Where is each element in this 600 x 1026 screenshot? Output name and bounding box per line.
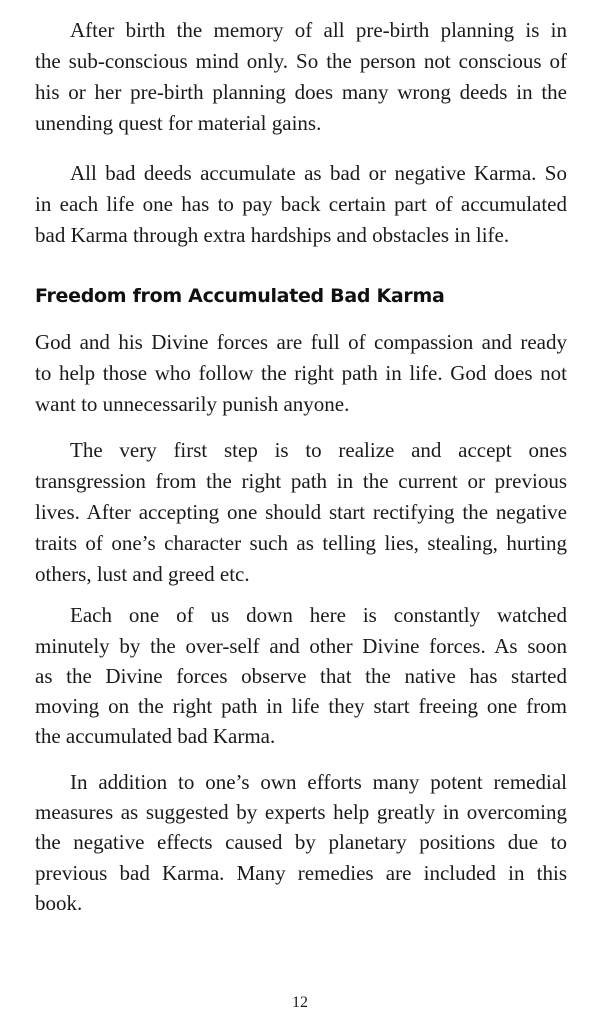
text-line: his or her pre-birth planning does many wrong deeds in the bbox=[35, 80, 567, 104]
text-line: in each life one has to pay back certain part of accumulated bbox=[35, 192, 567, 216]
text-line: minutely by the over-self and other Divine forces. As soon bbox=[35, 634, 567, 658]
text-line: traits of one’s character such as telling lies, stealing, hurting bbox=[35, 531, 567, 555]
page-number: 12 bbox=[292, 994, 308, 1011]
text-line: The very first step is to realize and accept ones bbox=[70, 438, 567, 462]
text-line: book. bbox=[35, 891, 83, 915]
text-line: unending quest for material gains. bbox=[35, 111, 322, 135]
text-line: others, lust and greed etc. bbox=[35, 562, 250, 586]
text-line: to help those who follow the right path in life. God does not bbox=[35, 361, 567, 385]
text-line: After birth the memory of all pre-birth planning is in bbox=[70, 18, 567, 42]
text-line: lives. After accepting one should start rectifying the negative bbox=[35, 500, 567, 524]
text-line: want to unnecessarily punish anyone. bbox=[35, 392, 350, 416]
text-line: measures as suggested by experts help greatly in overcoming bbox=[35, 800, 567, 824]
text-line: bad Karma through extra hardships and obstacles in life. bbox=[35, 223, 510, 247]
text-line: the sub-conscious mind only. So the person not conscious of bbox=[35, 49, 567, 73]
text-line: In addition to one’s own efforts many potent remedial bbox=[70, 770, 567, 794]
text-line: as the Divine forces observe that the native has started bbox=[35, 664, 567, 688]
section-heading: Freedom from Accumulated Bad Karma bbox=[35, 285, 445, 307]
text-line: Each one of us down here is constantly watched bbox=[70, 603, 567, 627]
text-line: God and his Divine forces are full of compassion and ready bbox=[35, 330, 567, 354]
text-line: transgression from the right path in the current or previous bbox=[35, 469, 567, 493]
text-line: the accumulated bad Karma. bbox=[35, 724, 276, 748]
text-line: moving on the right path in life they start freeing one from bbox=[35, 694, 567, 718]
text-line: the negative effects caused by planetary positions due to bbox=[35, 830, 567, 854]
text-line: All bad deeds accumulate as bad or negative Karma. So bbox=[70, 161, 567, 185]
text-line: previous bad Karma. Many remedies are included in this bbox=[35, 861, 567, 885]
